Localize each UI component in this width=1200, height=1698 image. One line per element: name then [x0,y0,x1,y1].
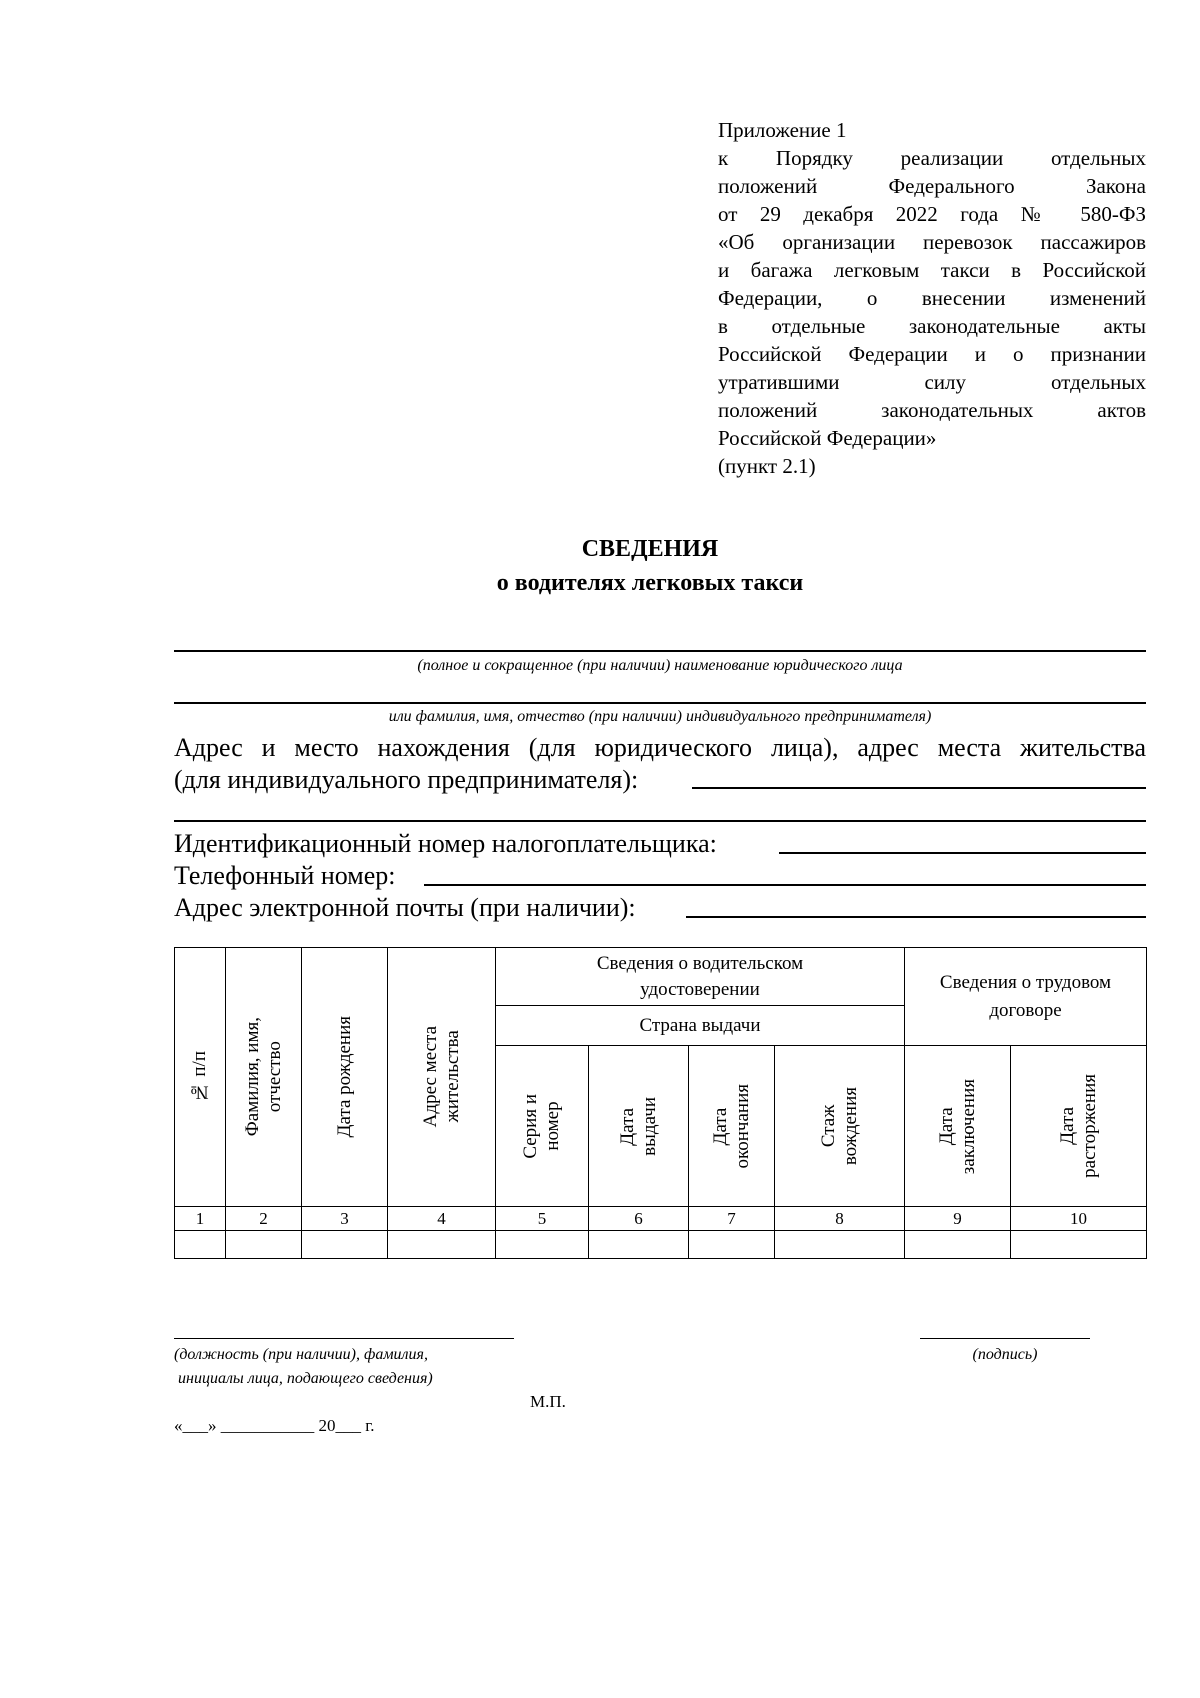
phone-input-line[interactable] [424,884,1146,886]
position-caption-2: инициалы лица, подающего сведения) [178,1370,433,1387]
empty-cell[interactable] [175,1231,226,1259]
header-country: Страна выдачи [496,1006,905,1046]
appendix-block [718,116,1146,480]
address-label-line2: (для индивидуального предпринимателя): [174,765,639,794]
empty-cell[interactable] [496,1231,589,1259]
appendix-line: Приложение 1 [718,118,847,142]
appendix-line: и багажа легковым такси в Российской [718,258,1146,282]
header-cell-experience: Стаж вождения [775,1046,905,1207]
col-number: 3 [302,1207,388,1231]
header-cell-num: № п/п [175,948,226,1207]
numbering-row [175,1207,1147,1231]
email-input-line[interactable] [686,916,1146,918]
ip-name-line[interactable] [174,702,1146,704]
appendix-line: «Об организации перевозок пассажиров [718,230,1146,254]
appendix-line: Российской Федерации» [718,426,937,450]
header-cell-address: Адрес места жительства [388,948,496,1207]
table-row[interactable] [175,1231,1147,1259]
signature-line[interactable] [920,1338,1090,1339]
page-title: СВЕДЕНИЯ [581,536,719,562]
empty-cell[interactable] [689,1231,775,1259]
empty-cell[interactable] [775,1231,905,1259]
legal-entity-caption: (полное и сокращенное (при наличии) наименование юридического лица [417,657,903,674]
col-number: 5 [496,1207,589,1231]
header-cell-expiry-date: Дата окончания [689,1046,775,1207]
col-number: 4 [388,1207,496,1231]
empty-cell[interactable] [905,1231,1011,1259]
header-cell-issue-date: Дата выдачи [589,1046,689,1207]
header-cell-concluded: Дата заключения [905,1046,1011,1207]
col-number: 9 [905,1207,1011,1231]
address-input-line-2[interactable] [174,820,1146,822]
header-cell-name: Фамилия, имя, отчество [226,948,302,1207]
appendix-line: Федерации, о внесении изменений [718,286,1146,310]
col-number: 8 [775,1207,905,1231]
empty-cell[interactable] [388,1231,496,1259]
col-number: 7 [689,1207,775,1231]
header-license-group: Сведения о водительском удостоверении [496,948,905,1006]
org-name-line[interactable] [174,650,1146,652]
empty-cell[interactable] [589,1231,689,1259]
position-signature-line[interactable] [174,1338,514,1339]
inn-input-line[interactable] [779,852,1146,854]
header-cell-terminated: Дата расторжения [1011,1046,1147,1207]
stamp-label: М.П. [530,1392,566,1411]
date-line[interactable]: «___» ___________ 20___ г. [174,1416,375,1435]
header-cell-series: Серия и номер [496,1046,589,1207]
page-subtitle: о водителях легковых такси [496,570,804,596]
appendix-line: (пункт 2.1) [718,454,816,478]
inn-label: Идентификационный номер налогоплательщика: [174,829,717,858]
position-caption-1: (должность (при наличии), фамилия, [174,1346,428,1363]
email-label: Адрес электронной почты (при наличии): [174,893,636,922]
header-cell-birth: Дата рождения [302,948,388,1207]
appendix-line: утратившими силу отдельных [718,370,1146,394]
appendix-line: к Порядку реализации отдельных [718,146,1146,170]
col-number: 6 [589,1207,689,1231]
appendix-line: Российской Федерации и о признании [718,342,1146,366]
col-number: 2 [226,1207,302,1231]
signature-caption: (подпись) [972,1346,1038,1363]
empty-cell[interactable] [226,1231,302,1259]
address-label-line1: Адрес и место нахождения (для юридического лица), адрес места жительства [174,733,1146,762]
empty-cell[interactable] [1011,1231,1147,1259]
appendix-line: положений законодательных актов [718,398,1146,422]
drivers-table [174,947,1147,1259]
appendix-line: от 29 декабря 2022 года № 580-ФЗ [718,202,1146,226]
phone-label: Телефонный номер: [174,861,396,890]
header-contract-group: Сведения о трудовом договоре [905,948,1147,1046]
col-number: 10 [1011,1207,1147,1231]
col-number: 1 [175,1207,226,1231]
appendix-line: в отдельные законодательные акты [718,314,1146,338]
address-input-line[interactable] [692,787,1146,789]
empty-cell[interactable] [302,1231,388,1259]
appendix-line: положений Федерального Закона [718,174,1146,198]
individual-caption: или фамилия, имя, отчество (при наличии) индивидуального предпринимателя) [388,708,932,725]
